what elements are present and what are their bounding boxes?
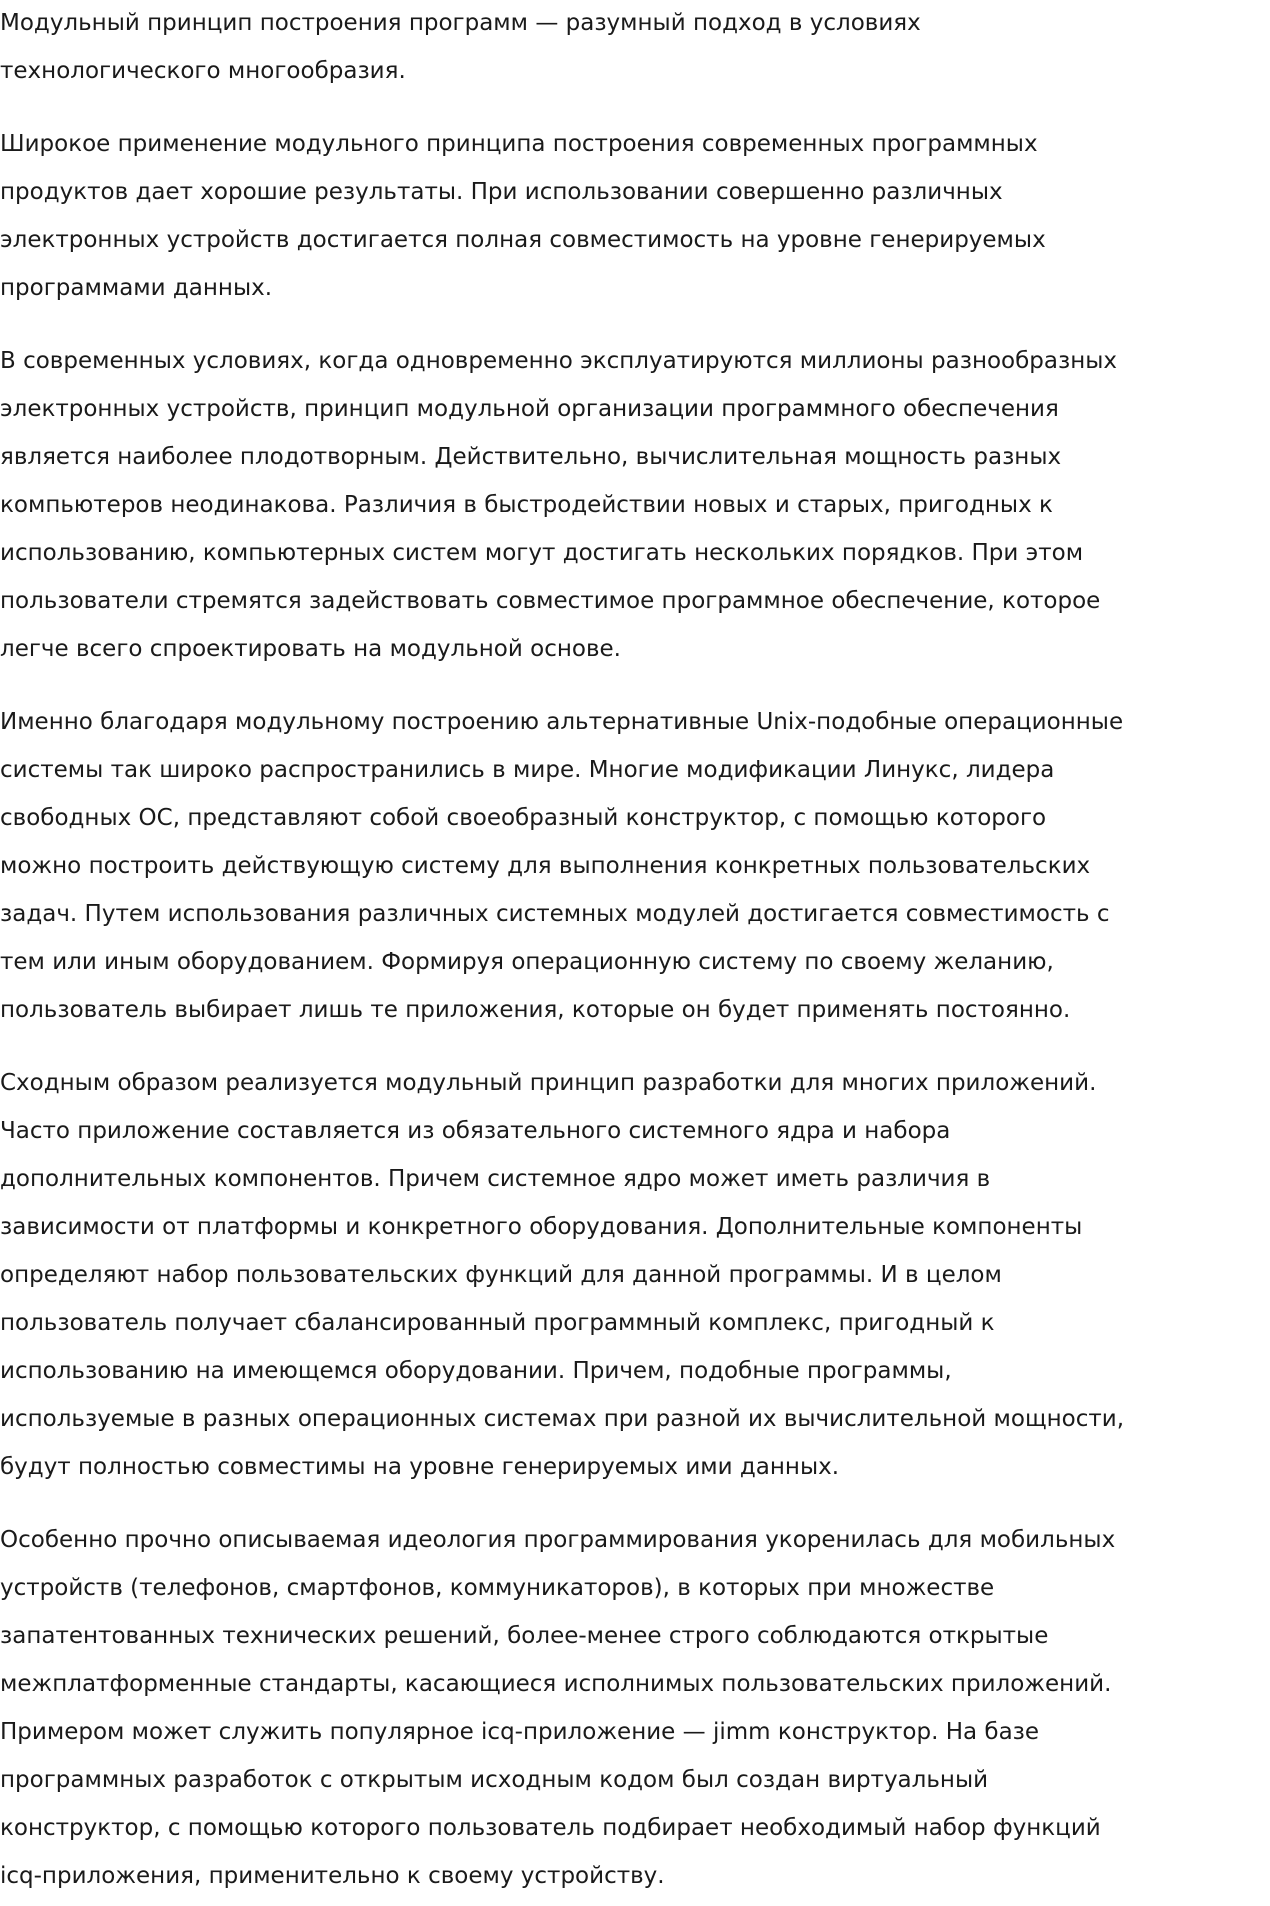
text-line: электронных устройств, принцип модульной организации программного обеспечения [0, 396, 1059, 422]
text-line: Именно благодаря модульному построению альтернативные Unix-подобные операционные [0, 709, 1124, 735]
text-line: пользователь выбирает лишь те приложения, которые он будет применять постоянно. [0, 997, 1071, 1023]
text-line: Широкое применение модульного принципа построения современных программных [0, 131, 1038, 157]
text-line: тем или иным оборудованием. Формируя операционную систему по своему желанию, [0, 949, 1054, 975]
text-line: технологического многообразия. [0, 58, 406, 84]
text-line: легче всего спроектировать на модульной основе. [0, 636, 621, 662]
text-line: зависимости от платформы и конкретного оборудования. Дополнительные компоненты [0, 1214, 1083, 1240]
text-line: В современных условиях, когда одновременно эксплуатируются миллионы разнообразных [0, 348, 1118, 374]
paragraph-mobile-devices [0, 1516, 1270, 1900]
text-line: используемые в разных операционных системах при разной их вычислительной мощности, [0, 1406, 1125, 1432]
paragraph-unix-systems [0, 698, 1270, 1034]
text-line: icq-приложения, применительно к своему устройству. [0, 1863, 665, 1889]
text-line: компьютеров неодинакова. Различия в быстродействии новых и старых, пригодных к [0, 492, 1053, 518]
text-line: использованию, компьютерных систем могут достигать нескольких порядков. При этом [0, 540, 1084, 566]
text-line: программами данных. [0, 275, 273, 301]
text-line: пользователь получает сбалансированный программный комплекс, пригодный к [0, 1310, 995, 1336]
paragraph-modular-benefits [0, 120, 1270, 312]
text-line: продуктов дает хорошие результаты. При использовании совершенно различных [0, 179, 1003, 205]
text-line: Часто приложение составляется из обязательного системного ядра и набора [0, 1118, 951, 1144]
paragraph-intro [0, 0, 1270, 95]
text-line: свободных ОС, представляют собой своеобразный конструктор, с помощью которого [0, 805, 1047, 831]
text-line: межплатформенные стандарты, касающиеся исполнимых пользовательских приложений. [0, 1671, 1112, 1697]
text-line: конструктор, с помощью которого пользователь подбирает необходимый набор функций [0, 1815, 1101, 1841]
paragraph-modern-conditions [0, 337, 1270, 673]
text-line: программных разработок с открытым исходным кодом был создан виртуальный [0, 1767, 989, 1793]
text-line: системы так широко распространились в мире. Многие модификации Линукс, лидера [0, 757, 1055, 783]
text-line: запатентованных технических решений, более-менее строго соблюдаются открытые [0, 1623, 1049, 1649]
text-line: задач. Путем использования различных системных модулей достигается совместимость с [0, 901, 1110, 927]
text-line: Особенно прочно описываемая идеология программирования укоренилась для мобильных [0, 1527, 1116, 1553]
text-line: Сходным образом реализуется модульный принцип разработки для многих приложений. [0, 1070, 1097, 1096]
text-line: является наиболее плодотворным. Действительно, вычислительная мощность разных [0, 444, 1062, 470]
text-line: будут полностью совместимы на уровне генерируемых ими данных. [0, 1454, 840, 1480]
text-line: электронных устройств достигается полная совместимость на уровне генерируемых [0, 227, 1046, 253]
text-line: дополнительных компонентов. Причем системное ядро может иметь различия в [0, 1166, 991, 1192]
text-line: устройств (телефонов, смартфонов, коммуникаторов), в которых при множестве [0, 1575, 995, 1601]
text-line: Примером может служить популярное icq-приложение — jimm конструктор. На базе [0, 1719, 1040, 1745]
text-line: пользователи стремятся задействовать совместимое программное обеспечение, которое [0, 588, 1101, 614]
paragraph-applications [0, 1059, 1270, 1491]
text-line: определяют набор пользовательских функций для данной программы. И в целом [0, 1262, 1002, 1288]
text-line: можно построить действующую систему для выполнения конкретных пользовательских [0, 853, 1091, 879]
text-line: Модульный принцип построения программ — разумный подход в условиях [0, 10, 921, 36]
text-line: использованию на имеющемся оборудовании. Причем, подобные программы, [0, 1358, 952, 1384]
